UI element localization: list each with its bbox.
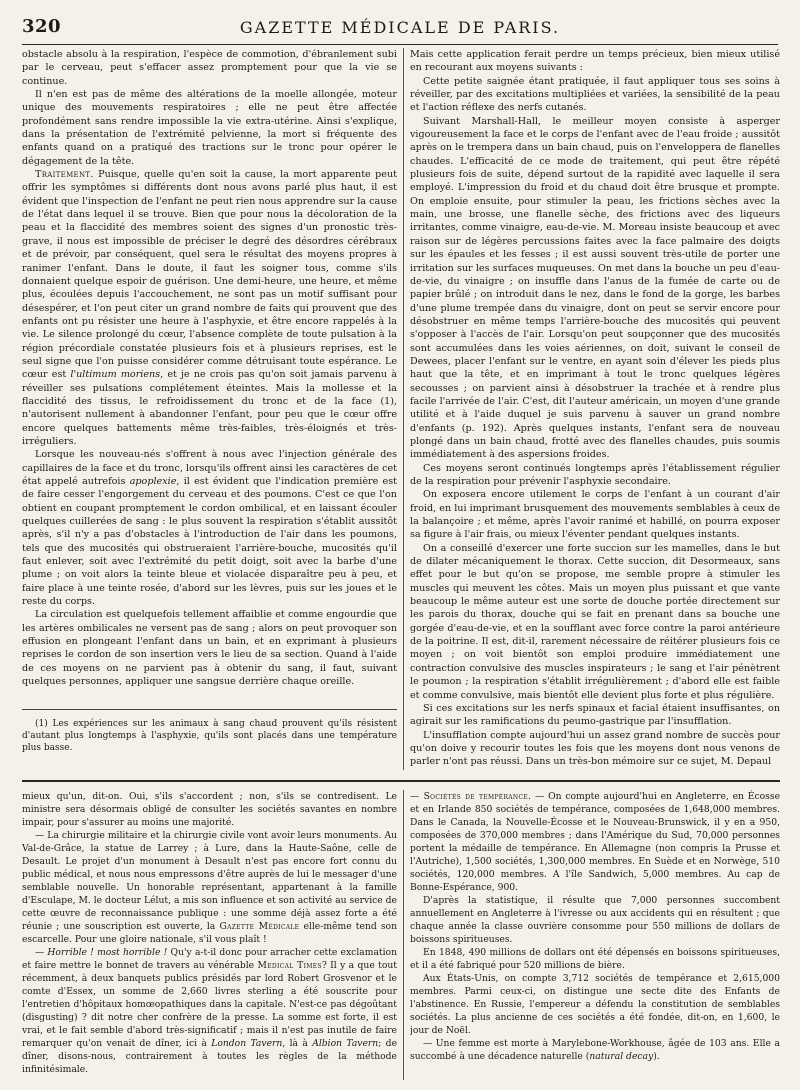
footnote-rule xyxy=(22,709,397,710)
section-divider xyxy=(22,780,780,782)
news-item-monuments xyxy=(22,829,397,946)
journal-name: Gazette Médicale xyxy=(219,921,300,932)
column-divider xyxy=(403,48,404,770)
paragraph: Si ces excitations sur les nerfs spinaux et facial étaient insuffisantes, on agirait sur les ramifications du peumo-gastrique par l'insufflation. xyxy=(410,702,780,728)
italic-term: l'ultimum moriens xyxy=(70,369,161,381)
paragraph: Ces moyens seront continués longtemps après l'établissement régulier de la respiration pour prévenir l'asphyxie secondaire. xyxy=(410,462,780,487)
footnote-text: (1) Les expériences sur les animaux à sang chaud prouvent qu'ils résistent d'autant plus longtemps à l'asphyxie, qu'ils sont placés dans une température plus basse. xyxy=(22,719,397,753)
paragraph-text: ). xyxy=(653,1051,660,1062)
journal-name: Medical Times xyxy=(257,960,322,971)
news-item-horrible xyxy=(22,946,397,1076)
paragraph-text: , il est évident que l'indication première est de faire cesser l'engorgement du cerveau et des poumons. C'est ce que l'on obtient en coupant promptement le cordon ombilical, et en laissant écouler quelques cuillerées de sang : le plus souvent la respiration s'établit aussitôt après, s'il n'y a pas d'obstacles à l'introduction de l'air dans les poumons, tels que des mucosités qui obstrueraient l'arrière-bouche, mucosités qu'il faut enlever, soit avec l'extrémité du petit doigt, soit avec la barbe d'une plume ; on voit alors la teinte bleue et violacée disparaître peu à peu, et faire place à une teinte rosée, d'abord sur les lèvres, puis sur les joues et le reste du corps. xyxy=(22,476,397,608)
article-right-column xyxy=(410,48,780,773)
paragraph-text: Qu'y a-t-il donc pour arracher cette exclamation et faire mettre le bonnet de travers au vénérable xyxy=(22,947,397,971)
paragraph-text: Puisque, quelle qu'en soit la cause, la mort apparente peut offrir les symptômes si différents dont nous avons parlé plus haut, il est évident que l'inspection de l'enfant ne peut rien nous apprendre sur la cause de l'état dans lequel il se trouve. Bien que pour nous la décoloration de la peau et la flaccidité des membres soient des signes d'un pronostic très-grave, il nous est impossible de préciser le degré des désordres cérébraux et de prévoir, par conséquent, quel sera le résultat des moyens propres à ranimer l'enfant. Dans le doute, il faut les soigner tous, comme s'ils donnaient quelque espoir de guérison. Une demi-heure, une heure, et même plus, écoulées depuis l'accouchement, ne sont pas un motif suffisant pour désespérer, et l'on peut citer un grand nombre de faits qui prouvent que des enfants ont pu résister une heure à l'asphyxie, et être encore rappelés à la vie. Le silence prolongé du cœur, l'absence complète de toute pulsation à la région précordiale constatée plusieurs fois et à plusieurs reprises, est le seul signe que l'on puisse considérer comme détruisant toute espérance. Le cœur est xyxy=(22,169,397,381)
paragraph: La circulation est quelquefois tellement affaiblie et comme engourdie que les artères ombilicales ne versent pas de sang ; alors on peut provoquer son effusion en plongeant l'enfant dans un bain, et en exprimant à plusieurs reprises le cordon de son insertion vers le lieu de sa section. Quand à l'aide de ces moyens on ne parvient pas à obtenir du sang, il faut, suivant quelques personnes, appliquer une sangsue derrière chaque oreille. xyxy=(22,609,397,688)
dash: — xyxy=(35,947,45,958)
paragraph: Mais cette application ferait perdre un temps précieux, bien mieux utilisé en recourant aux moyens suivants : xyxy=(410,49,780,74)
paragraph: Cette petite saignée étant pratiquée, il faut appliquer tous ses soins à réveiller, par des excitations multipliées et variées, la sensibilité de la peau et l'action réflexe des nerfs cutanés. xyxy=(410,75,780,114)
paragraph-apoplexie xyxy=(22,448,397,608)
italic-place: Albion Tavern xyxy=(312,1038,379,1049)
news-item: En 1848, 490 millions de dollars ont été dépensés en boissons spiritueuses, et il a été fabriqué pour 520 millions de bière. xyxy=(410,947,780,971)
paragraph: L'insufflation compte aujourd'hui un assez grand nombre de succès pour qu'on doive y recourir toutes les fois que les moyens dont nous venons de parler n'ont pas réussi. Dans un très-bon mémoire sur ce sujet, M. Depaul xyxy=(410,729,780,768)
paragraph-text: Lorsque les nouveau-nés s'offrent à nous avec l'injection générale des capillaires de la face et du tronc, lorsqu'ils offrent ainsi les caractères de cet état appelé autrefois xyxy=(22,449,397,487)
italic-place: London Tavern xyxy=(211,1038,283,1049)
italic-term: apoplexie xyxy=(129,476,177,487)
paragraph-text: elle-même tend son escarcelle. Pour une gloire nationale, s'il vous plaît ! xyxy=(22,921,397,945)
article-left-column xyxy=(22,48,397,698)
paragraph-text: — On compte aujourd'hui en Angleterre, en Écosse et en Irlande 850 sociétés de tempérance, composées de 1,648,000 membres. Dans le Canada, la Nouvelle-Écosse et le Nouveau-Brunswick, il y en a 950, composées de 370,000 membres ; dans l'Amérique du Sud, 70,000 personnes portent la médaille de tempérance. En Allemagne (non compris la Prusse et l'Autriche), 1,500 sociétés, 1,300,000 membres. En Suède et en Norwège, 510 sociétés, 120,000 membres. A l'île Sandwich, 5,000 membres. Au cap de Bonne-Espérance, 900. xyxy=(410,791,780,893)
page-header xyxy=(22,14,778,45)
news-right-column xyxy=(410,790,780,1080)
page-number: 320 xyxy=(22,16,62,37)
paragraph-traitement xyxy=(22,168,397,448)
italic-term: natural decay xyxy=(589,1051,654,1062)
paragraph-text: , et je ne crois pas qu'on soit jamais parvenu à réveiller ses pulsations complétement éteintes. Mais la mollesse et la flaccidité des tissus, le refroidissement du tronc et de la face (1), n'autorisent nullement à abandonner l'enfant, pour peu que le cœur offre encore quelques battements même très-faibles, très-éloignés et très-irréguliers. xyxy=(22,369,397,447)
journal-title: GAZETTE MÉDICALE DE PARIS. xyxy=(239,18,561,37)
paragraph-text: — Une femme est morte à Marylebone-Workhouse, âgée de 103 ans. Elle a succombé à une décadence naturelle ( xyxy=(410,1038,780,1062)
news-item: D'après la statistique, il résulte que 7,000 personnes succombent annuellement en Angleterre à l'ivresse ou aux accidents qui en résultent ; que chaque année la classe ouvrière consomme pour 550 millions de dollars de boissons spiritueuses. xyxy=(410,895,780,945)
footnote xyxy=(22,718,397,770)
news-item: mieux qu'un, dit-on. Oui, s'ils s'accordent ; non, s'ils se contredisent. Le ministre sera désormais obligé de consulter les sociétés savantes en nombre impair, pour s'assurer au moins une majorité. xyxy=(22,791,397,828)
section-label: Traitement. xyxy=(35,169,94,181)
section-label: — Sociétés de tempérance. xyxy=(410,791,532,802)
news-item-temperance xyxy=(410,790,780,894)
paragraph: On exposera encore utilement le corps de l'enfant à un courant d'air froid, en lui imprimant brusquement des mouvements semblables à ceux de la balançoire ; et même, après l'avoir ranimé et habillé, on pourra exposer sa figure à l'air frais, ou mieux l'éventer pendant quelques instants. xyxy=(410,489,780,541)
paragraph-text: , là à xyxy=(282,1038,308,1049)
column-divider xyxy=(403,790,404,1080)
paragraph: obstacle absolu à la respiration, l'espèce de commotion, d'ébranlement subi par le cerveau, peut s'effacer assez promptement pour que la vie se continue. xyxy=(22,49,397,87)
news-item-obituary xyxy=(410,1037,780,1063)
paragraph-text: ? Il y a que tout récemment, à deux banquets publics présidés par lord Robert Grosvenor et le comte d'Essex, un somme de 2,660 livres sterling a été souscrite pour l'entretien d'hôpitaux homœopathiques dans la capitale. N'est-ce pas dégoûtant (disgusting) ? dit notre cher confrère de la presse. La somme est forte, il est vrai, et le fait semble d'abord très-significatif ; mais il n'est pas inutile de faire remarquer qu'on venait de dîner, ici à xyxy=(22,960,397,1049)
news-left-column xyxy=(22,790,397,1080)
news-item: Aux États-Unis, on compte 3,712 sociétés de tempérance et 2,615,000 membres. Parmi ceux-ci, on distingue une secte dite des Enfants de l'abstinence. En Russie, l'empereur a défendu la constitution de semblables sociétés. La plus ancienne de ces sociétés a été fondée, dit-on, en 1,600, le jour de Noël. xyxy=(410,973,780,1036)
paragraph: On a conseillé d'exercer une forte succion sur les mamelles, dans le but de dilater mécaniquement le thorax. Cette succion, dit Desormeaux, sans effet pour le but qu'on se propose, me semble propre à stimuler les muscles qui meuvent les côtes. Mais un moyen plus puissant et que vante beaucoup le même auteur est une sorte de douche portée directement sur les parois du thorax, douche qui se fait en prenant dans sa bouche une gorgée d'eau-de-vie, et en la soufflant avec force contre la paroi antérieure de la poitrine. Il est, dit-il, rarement nécessaire de réitérer plusieurs fois ce moyen ; on voit bientôt son emploi produire immédiatement une contraction convulsive des muscles inspirateurs ; le sang et l'air pénètrent le poumon ; la respiration s'établit irrégulièrement ; d'abord elle est faible et comme convulsive, mais bientôt elle devient plus forte et plus régulière. xyxy=(410,542,780,701)
italic-exclamation: Horrible ! most horrible ! xyxy=(47,947,168,958)
paragraph: Suivant Marshall-Hall, le meilleur moyen consiste à asperger vigoureusement la face et le corps de l'enfant avec de l'eau froide ; aussitôt après on le trempera dans un bain chaud, puis on l'enveloppera de flanelles chaudes. L'efficacité de ce mode de traitement, qui peut être répété plusieurs fois de suite, dépend surtout de la rapidité avec laquelle il sera employé. L'impression du froid et du chaud doit être brusque et prompte. On emploie ensuite, pour stimuler la peau, les frictions sèches avec la main, une brosse, une flanelle sèche, des frictions avec des liqueurs irritantes, comme vinaigre, eau-de-vie. M. Moreau insiste beaucoup et avec raison sur de légères percussions faites avec la face palmaire des doigts sur les épaules et les fesses ; il est aussi souvent très-utile de porter une irritation sur les surfaces muqueuses. On met dans la bouche un peu d'eau-de-vie, du vinaigre ; on insuffle dans l'anus de la fumée de carte ou de papier brûlé ; on introduit dans le nez, dans le fond de la gorge, les barbes d'une plume trempée dans du vinaigre, dont on peut se servir encore pour désobstruer en même temps l'arrière-bouche des mucosités qui peuvent s'opposer à l'accès de l'air. Lorsqu'on peut soupçonner que des mucosités sont accumulées dans les voies aériennes, on doit, suivant le conseil de Dewees, placer l'enfant sur le ventre, en ayant soin d'élever les pieds plus haut que la tête, et en imprimant à tout le tronc quelques légères secousses ; on parvient ainsi à désobstruer la trachée et à rendre plus facile l'arrivée de l'air. C'est, dit l'auteur américain, un moyen d'une grande utilité et à l'aide duquel je suis parvenu à sauver un grand nombre d'enfants (p. 192). Après quelques instants, l'enfant sera de nouveau plongé dans un bain chaud, frotté avec des flanelles chaudes, puis soumis immédiatement à des aspersions froides. xyxy=(410,115,780,461)
paragraph-text: ; de dîner, disons-nous, contrairement à toutes les règles de la méthode infinitésimale. xyxy=(22,1038,397,1075)
paragraph: Il n'en est pas de même des altérations de la moelle allongée, moteur unique des mouvements respiratoires ; elle ne peut être affectée profondément sans rendre impossible la vie extra-utérine. Ainsi s'explique, dans la présentation de l'extrémité pelvienne, la mort si fréquente des enfants quand on a pratiqué des tractions sur le tronc pour opérer le dégagement de la tête. xyxy=(22,89,397,167)
paragraph-text: — La chirurgie militaire et la chirurgie civile vont avoir leurs monuments. Au Val-de-Grâce, la statue de Larrey ; à Lure, dans la Haute-Saône, celle de Desault. Le projet d'un monument à Desault n'est pas encore fort connu du public médical, et nous nous empressons d'être auprès de lui le messager d'une semblable nouvelle. Un honorable représentant, appartenant à la famille d'Esculape, M. le docteur Lélut, a mis son influence et son activité au service de cette œuvre de reconnaissance publique : une somme déjà assez forte a été réunie ; une souscription est ouverte, la xyxy=(22,830,397,932)
